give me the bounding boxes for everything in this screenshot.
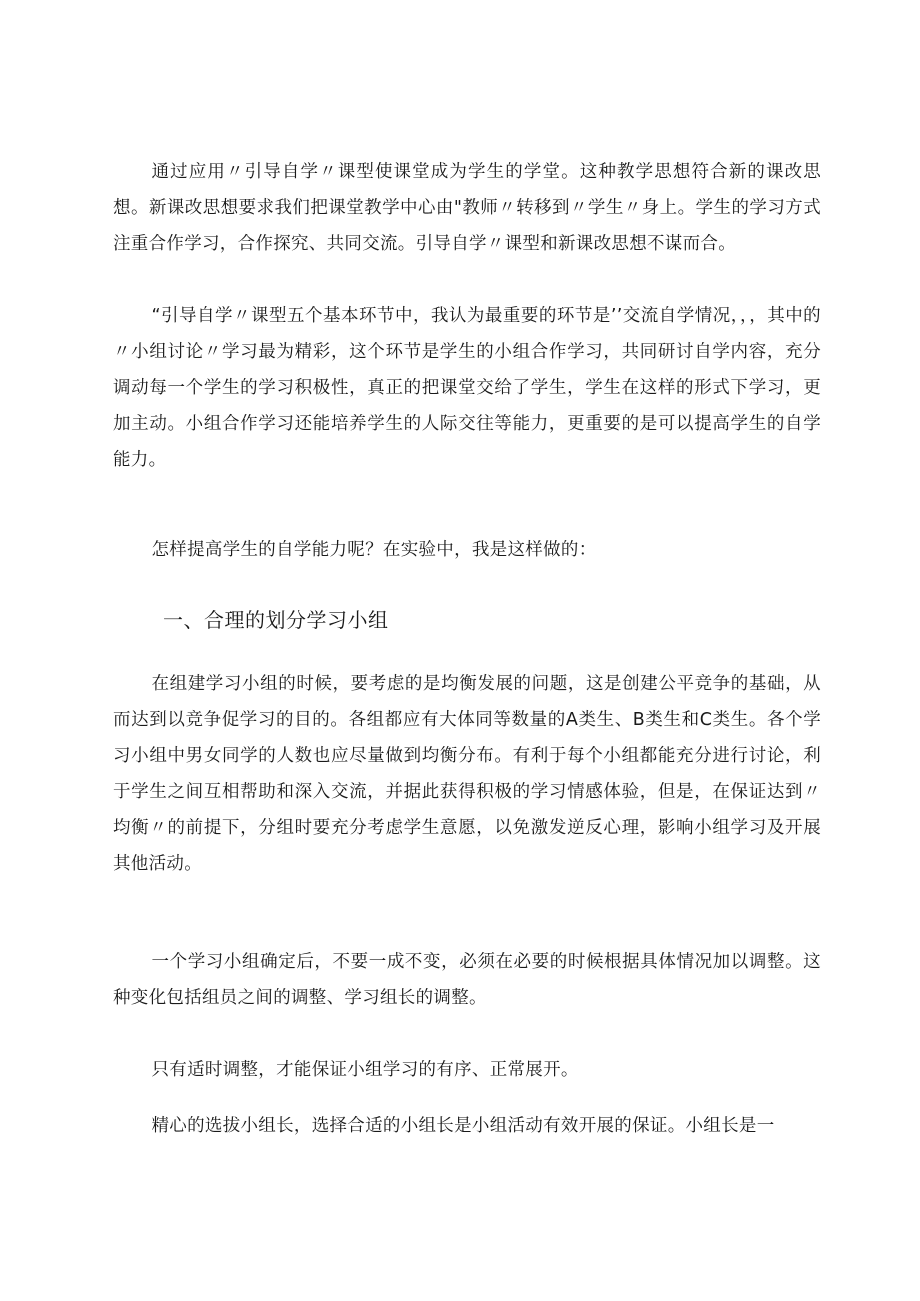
body-paragraph: “引导自学〃课型五个基本环节中，我认为最重要的环节是’’交流自学情况，，，其中的〃小组讨论〃学习最为精彩，这个环节是学生的小组合作学习，共同研讨自学内容，充分调动每一个学生的学习积极性，真正的把课堂交给了学生，学生在这样的形式下学习，更加主动。小组合作学习还能培养学生的人际交往等能力，更重要的是可以提高学生的自学能力。 (113, 306, 821, 470)
body-paragraph: 通过应用〃引导自学〃课型使课堂成为学生的学堂。这种教学思想符合新的课改思想。新课改思想要求我们把课堂教学中心由"教师〃转移到〃学生〃身上。学生的学习方式注重合作学习，合作探究、共同交流。引导自学〃课型和新课改思想不谋而合。 (113, 162, 821, 254)
body-paragraph: 一个学习小组确定后，不要一成不变，必须在必要的时候根据具体情况加以调整。这种变化包括组员之间的调整、学习组长的调整。 (113, 952, 821, 1008)
body-paragraph: 只有适时调整，才能保证小组学习的有序、正常展开。 (151, 1060, 579, 1080)
body-paragraph: 在组建学习小组的时候，要考虑的是均衡发展的问题，这是创建公平竞争的基础，从而达到以竞争促学习的目的。各组都应有大体同等数量的A类生、B类生和C类生。各个学习小组中男女同学的人数也应尽量做到均衡分布。有利于每个小组都能充分进行讨论，利于学生之间互相帮助和深入交流，并据此获得积极的学习情感体验，但是，在保证达到〃均衡〃的前提下，分组时要充分考虑学生意愿，以免激发逆反心理，影响小组学习及开展其他活动。 (113, 674, 821, 874)
section-heading: 一、合理的划分学习小组 (163, 608, 389, 632)
body-paragraph: 怎样提高学生的自学能力呢？在实验中，我是这样做的： (151, 540, 597, 560)
body-paragraph: 精心的选拔小组长，选择合适的小组长是小组活动有效开展的保证。小组长是一 (151, 1116, 775, 1136)
